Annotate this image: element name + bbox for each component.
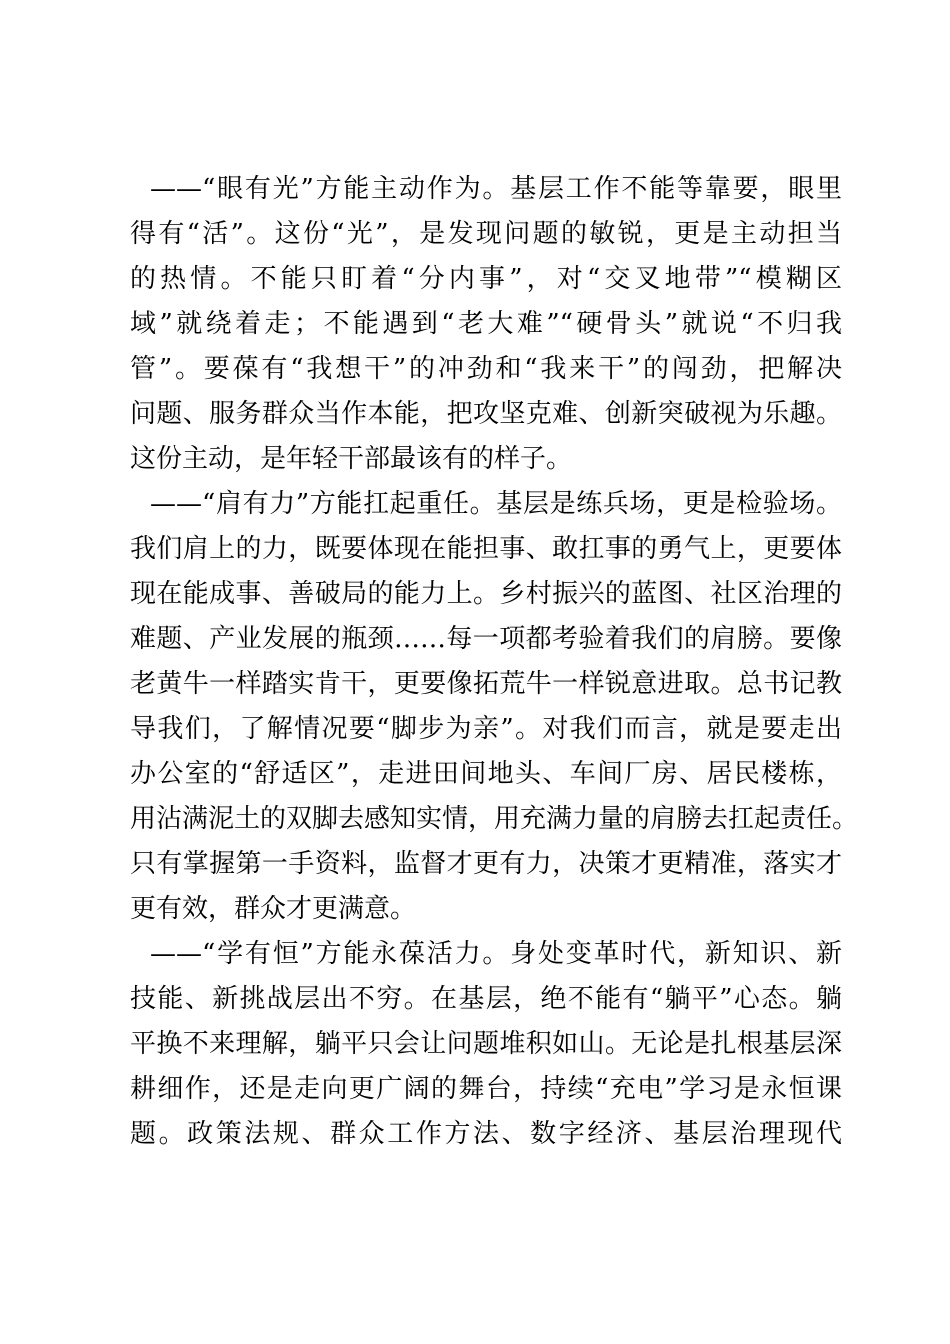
text-line: 导我们，了解情况要“脚步为亲”。对我们而言，就是要走出 <box>130 714 842 744</box>
text-line: ——“眼有光”方能主动作为。基层工作不能等靠要，眼里 <box>150 174 842 204</box>
text-line: ——“肩有力”方能扛起重任。基层是练兵场，更是检验场。 <box>150 489 842 519</box>
text-line: 问题、服务群众当作本能，把攻坚克难、创新突破视为乐趣。 <box>130 399 842 429</box>
document-body <box>130 167 859 1157</box>
text-line: 现在能成事、善破局的能力上。乡村振兴的蓝图、社区治理的 <box>130 579 842 609</box>
text-line: 得有“活”。这份“光”，是发现问题的敏锐，更是主动担当 <box>130 219 842 249</box>
text-line: 管”。要葆有“我想干”的冲劲和“我来干”的闯劲，把解决 <box>130 354 842 384</box>
paragraph-learning <box>130 932 842 1157</box>
text-line: 这份主动，是年轻干部最该有的样子。 <box>130 444 573 474</box>
text-line: 更有效，群众才更满意。 <box>130 894 417 924</box>
text-line: 技能、新挑战层出不穷。在基层，绝不能有“躺平”心态。躺 <box>130 984 842 1014</box>
text-line: 的热情。不能只盯着“分内事”，对“交叉地带”“模糊区 <box>130 264 842 294</box>
text-line: 用沾满泥土的双脚去感知实情，用充满力量的肩膀去扛起责任。 <box>130 804 859 834</box>
paragraph-eyes <box>130 167 842 482</box>
paragraph-shoulders <box>130 482 859 932</box>
text-line: 只有掌握第一手资料，监督才更有力，决策才更精准，落实才 <box>130 849 842 879</box>
text-line: 我们肩上的力，既要体现在能担事、敢扛事的勇气上，更要体 <box>130 534 842 564</box>
text-line: 难题、产业发展的瓶颈……每一项都考验着我们的肩膀。要像 <box>130 624 842 654</box>
text-line: 题。政策法规、群众工作方法、数字经济、基层治理现代 <box>130 1119 842 1149</box>
text-line: 耕细作，还是走向更广阔的舞台，持续“充电”学习是永恒课 <box>130 1074 842 1104</box>
text-line: 老黄牛一样踏实肯干，更要像拓荒牛一样锐意进取。总书记教 <box>130 669 842 699</box>
text-line: 办公室的“舒适区”，走进田间地头、车间厂房、居民楼栋， <box>130 759 842 789</box>
text-line: 域”就绕着走；不能遇到“老大难”“硬骨头”就说“不归我 <box>130 309 842 339</box>
text-line: 平换不来理解，躺平只会让问题堆积如山。无论是扎根基层深 <box>130 1029 842 1059</box>
text-line: ——“学有恒”方能永葆活力。身处变革时代，新知识、新 <box>150 939 842 969</box>
